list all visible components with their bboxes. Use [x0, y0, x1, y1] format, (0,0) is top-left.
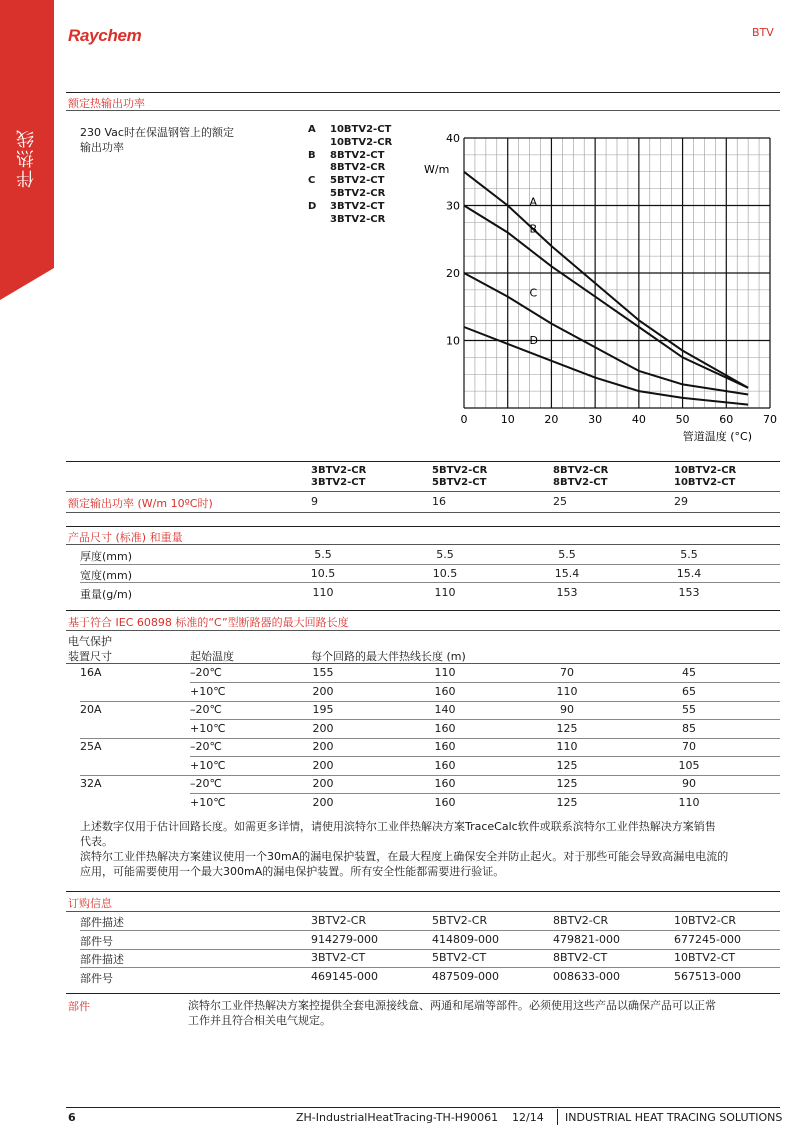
footer-page-count: 12/14 — [512, 1111, 544, 1124]
note-line: 代表。 — [80, 835, 113, 848]
dimension-value: 5.5 — [314, 548, 332, 561]
start-temperature: –20℃ — [190, 703, 222, 716]
divider — [66, 993, 780, 994]
protection-size: 32A — [80, 777, 102, 790]
ordering-value: 8BTV2-CR — [553, 914, 609, 927]
ordering-value: 10BTV2-CT — [674, 951, 736, 964]
max-length-value: 125 — [556, 777, 578, 790]
legend-model: 10BTV2-CT — [330, 124, 392, 135]
dimension-label: 宽度(mm) — [80, 569, 133, 582]
components-text — [188, 998, 780, 1028]
legend-model: 8BTV2-CT — [330, 149, 385, 161]
brand-logo: Raychem — [68, 26, 142, 45]
x-tick-label: 10 — [500, 413, 515, 426]
model-header: 5BTV2-CT — [432, 477, 487, 488]
max-length-value: 200 — [312, 758, 334, 772]
legend-model: 5BTV2-CT — [330, 175, 385, 187]
x-tick-label: 40 — [631, 413, 646, 426]
max-length-value: 125 — [556, 758, 578, 772]
max-length-value: 45 — [682, 666, 696, 679]
rated-output-value: 25 — [553, 495, 567, 508]
y-tick-label: 20 — [446, 267, 460, 280]
rated-output-description-line2: 输出功率 — [80, 141, 124, 154]
ordering-value: 008633-000 — [553, 969, 620, 983]
protection-size: 20A — [80, 703, 102, 716]
series-label-b: B — [529, 222, 538, 236]
divider — [66, 512, 780, 513]
max-length-value: 200 — [312, 795, 334, 809]
column-header-protection: 电气保护 — [68, 635, 112, 648]
rated-output-label: 额定输出功率 (W/m 10ºC时) — [68, 497, 213, 510]
divider — [66, 663, 780, 664]
model-header: 8BTV2-CR — [553, 465, 609, 476]
divider — [80, 930, 780, 931]
legend-key: C — [308, 175, 316, 187]
model-header: 10BTV2-CR — [674, 465, 737, 476]
ordering-value: 677245-000 — [674, 932, 741, 946]
start-temperature: +10℃ — [190, 795, 226, 809]
column-header-max-length: 每个回路的最大伴热线长度 (m) — [311, 650, 466, 663]
circuit-notes — [80, 819, 780, 879]
rated-output-description-line1: 230 Vac时在保温钢管上的额定 — [80, 126, 234, 139]
x-tick-label: 50 — [675, 413, 690, 426]
dimension-value: 15.4 — [554, 567, 580, 580]
power-output-chart — [400, 122, 780, 452]
max-length-value: 70 — [682, 740, 696, 753]
max-length-value: 160 — [434, 721, 456, 735]
dimension-value: 5.5 — [680, 548, 698, 561]
divider — [66, 491, 780, 492]
max-length-value: 110 — [434, 666, 456, 679]
max-length-value: 195 — [312, 703, 334, 716]
protection-size: 25A — [80, 740, 102, 753]
divider — [66, 544, 780, 545]
ordering-label: 部件描述 — [80, 916, 124, 929]
legend-key: A — [308, 124, 316, 135]
section-title-ordering: 订购信息 — [68, 897, 112, 910]
chart-x-label: 管道温度 (°C) — [682, 430, 752, 443]
x-tick-label: 70 — [763, 413, 777, 426]
start-temperature: +10℃ — [190, 721, 226, 735]
footer-rule — [66, 1107, 780, 1108]
max-length-value: 160 — [434, 777, 456, 790]
max-length-value: 125 — [556, 721, 578, 735]
rated-output-value: 16 — [432, 495, 446, 508]
footer-doc-code: ZH-IndustrialHeatTracing-TH-H90061 — [296, 1111, 499, 1124]
start-temperature: –20℃ — [190, 666, 222, 679]
max-length-value: 105 — [678, 758, 700, 772]
dimension-value: 10.5 — [432, 567, 458, 580]
model-header: 3BTV2-CR — [311, 465, 367, 476]
ordering-value: 3BTV2-CR — [311, 914, 367, 927]
max-length-value: 55 — [682, 703, 696, 716]
divider — [80, 701, 780, 702]
start-temperature: –20℃ — [190, 740, 222, 753]
max-length-value: 125 — [556, 795, 578, 809]
column-header-protection: 装置尺寸 — [68, 650, 112, 663]
ordering-value: 479821-000 — [553, 932, 620, 946]
start-temperature: –20℃ — [190, 777, 222, 790]
max-length-value: 110 — [556, 684, 578, 698]
divider — [66, 92, 780, 93]
divider — [80, 967, 780, 968]
divider — [66, 630, 780, 631]
y-tick-label: 30 — [446, 199, 460, 213]
divider — [80, 582, 780, 583]
footer-separator — [557, 1109, 558, 1125]
divider — [190, 793, 780, 794]
max-length-value: 200 — [312, 684, 334, 698]
max-length-value: 155 — [312, 666, 334, 679]
dimension-value: 110 — [312, 586, 334, 599]
dimension-value: 5.5 — [436, 548, 454, 561]
note-line: 应用，可能需要使用一个最大300mA的漏电保护装置。所有安全性能都需要进行验证。 — [80, 865, 505, 878]
rated-output-value: 9 — [311, 495, 318, 508]
divider — [80, 949, 780, 950]
dimension-value: 153 — [556, 586, 578, 599]
divider — [80, 738, 780, 739]
ordering-value: 487509-000 — [432, 969, 499, 983]
divider — [190, 756, 780, 757]
section-title-components: 部件 — [68, 1000, 90, 1013]
series-label-d: D — [529, 333, 539, 347]
legend-model: 10BTV2-CR — [330, 136, 393, 148]
note-line: 滨特尔工业伴热解决方案建议使用一个30mA的漏电保护装置，在最大程度上确保安全并防止起火。对于那些可能会导致高漏电电流的 — [80, 850, 729, 863]
chart-y-label: W/m — [424, 163, 450, 176]
column-header-start-temp: 起始温度 — [190, 650, 234, 663]
max-length-value: 110 — [678, 795, 700, 809]
start-temperature: +10℃ — [190, 684, 226, 698]
max-length-value: 160 — [434, 684, 456, 698]
rated-output-value: 29 — [674, 495, 688, 508]
legend-key: D — [308, 200, 317, 212]
max-length-value: 200 — [312, 777, 334, 790]
dimension-value: 153 — [678, 586, 700, 599]
model-header: 10BTV2-CT — [674, 477, 736, 488]
max-length-value: 160 — [434, 795, 456, 809]
divider — [66, 911, 780, 912]
divider — [66, 461, 780, 462]
series-label-c: C — [529, 286, 538, 300]
max-length-value: 160 — [434, 740, 456, 753]
start-temperature: +10℃ — [190, 758, 226, 772]
ordering-value: 10BTV2-CR — [674, 914, 737, 927]
model-header: 5BTV2-CR — [432, 465, 488, 476]
max-length-value: 110 — [556, 740, 578, 753]
note-line: 上述数字仅用于估计回路长度。如需更多详情，请使用滨特尔工业伴热解决方案TraceCalc软件或联系滨特尔工业伴热解决方案销售 — [80, 820, 716, 833]
ordering-value: 3BTV2-CT — [311, 951, 366, 964]
max-length-value: 140 — [434, 703, 456, 716]
max-length-value: 65 — [682, 684, 696, 698]
divider — [66, 110, 780, 111]
divider — [66, 610, 780, 611]
section-title-dimensions: 产品尺寸 (标准) 和重量 — [68, 531, 183, 544]
product-code: BTV — [752, 26, 774, 39]
divider — [66, 891, 780, 892]
footer-title: INDUSTRIAL HEAT TRACING SOLUTIONS — [565, 1111, 783, 1124]
ordering-value: 5BTV2-CT — [432, 951, 487, 964]
y-tick-label: 10 — [446, 334, 460, 348]
legend-key: B — [308, 149, 316, 161]
components-line: 滨特尔工业伴热解决方案控提供全套电源接线盒、两通和尾端等部件。必须使用这些产品以确保产品可以正常 — [188, 999, 716, 1012]
max-length-value: 200 — [312, 740, 334, 753]
dimension-label: 重量(g/m) — [80, 588, 132, 601]
x-tick-label: 60 — [719, 413, 734, 426]
max-length-value: 85 — [682, 721, 696, 735]
footer-page-number: 6 — [68, 1111, 76, 1124]
dimension-label: 厚度(mm) — [80, 550, 133, 563]
divider — [190, 719, 780, 720]
series-label-a: A — [529, 195, 538, 209]
ordering-label: 部件号 — [80, 934, 113, 948]
max-length-value: 200 — [312, 721, 334, 735]
x-tick-label: 20 — [544, 413, 559, 426]
max-length-value: 90 — [560, 703, 574, 716]
legend-model: 3BTV2-CT — [330, 200, 385, 212]
section-title-rated-output: 额定热输出功率 — [68, 97, 145, 110]
chart-legend — [308, 124, 392, 226]
legend-model: 8BTV2-CR — [330, 162, 386, 174]
side-tab-label: 伴热线 — [16, 128, 37, 188]
divider — [66, 526, 780, 527]
y-tick-label: 40 — [446, 132, 460, 145]
protection-size: 16A — [80, 666, 102, 679]
max-length-value: 160 — [434, 758, 456, 772]
legend-model: 3BTV2-CR — [330, 213, 386, 225]
dimension-value: 5.5 — [558, 548, 576, 561]
model-header: 3BTV2-CT — [311, 477, 366, 488]
dimension-value: 10.5 — [310, 567, 336, 580]
max-length-value: 90 — [682, 777, 696, 790]
ordering-value: 469145-000 — [311, 969, 378, 983]
components-line: 工作并且符合相关电气规定。 — [188, 1014, 331, 1027]
ordering-value: 5BTV2-CR — [432, 914, 488, 927]
dimension-value: 15.4 — [676, 567, 702, 580]
divider — [80, 564, 780, 565]
ordering-value: 8BTV2-CT — [553, 951, 608, 964]
ordering-value: 914279-000 — [311, 932, 378, 946]
legend-model: 5BTV2-CR — [330, 187, 386, 199]
model-header: 8BTV2-CT — [553, 477, 608, 488]
dimension-value: 110 — [434, 586, 456, 599]
section-title-circuit-length: 基于符合 IEC 60898 标准的“C”型断路器的最大回路长度 — [68, 616, 349, 629]
ordering-value: 567513-000 — [674, 969, 741, 983]
ordering-label: 部件描述 — [80, 953, 124, 966]
divider — [190, 682, 780, 683]
x-tick-label: 30 — [588, 413, 603, 426]
ordering-label: 部件号 — [80, 971, 113, 985]
divider — [80, 775, 780, 776]
ordering-value: 414809-000 — [432, 932, 499, 946]
max-length-value: 70 — [560, 666, 574, 679]
x-tick-label: 0 — [460, 413, 468, 426]
